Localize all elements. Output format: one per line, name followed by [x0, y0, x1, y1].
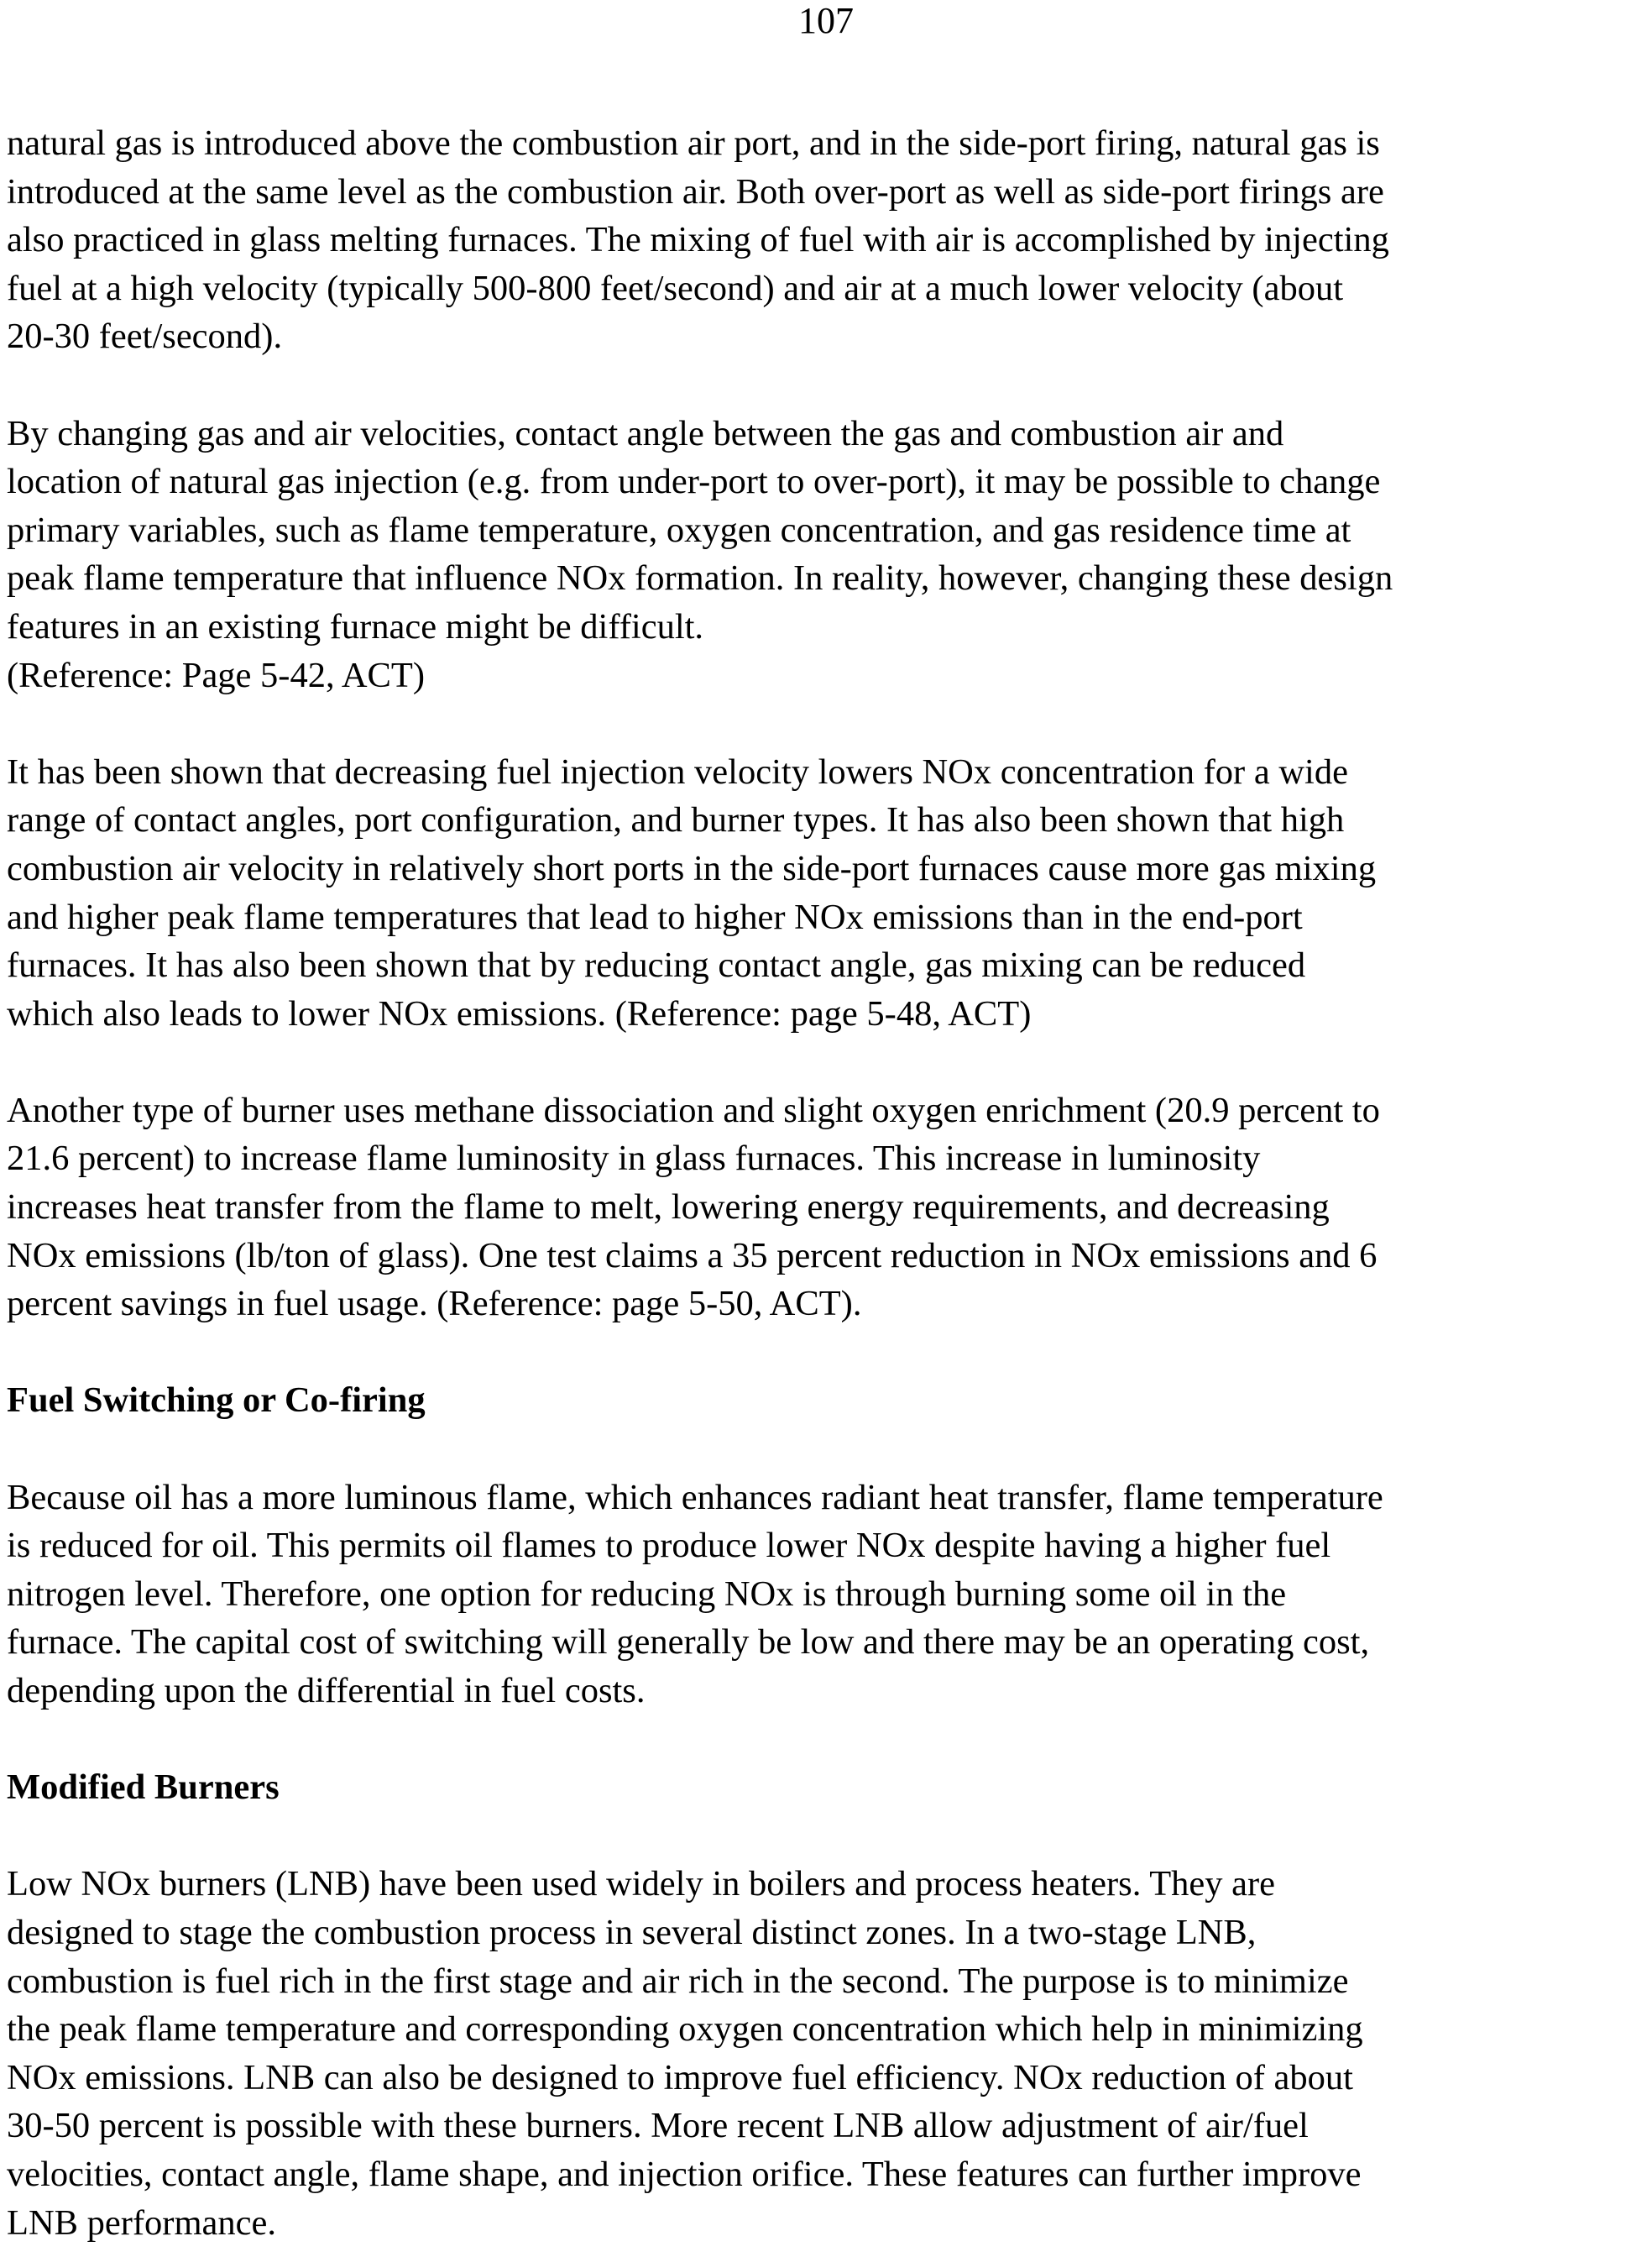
document-body: [7, 119, 1648, 2247]
paragraph-port-firing: natural gas is introduced above the combustion air port, and in the side-port firing, natural gas is introduced at the same level as the combustion air. Both over-port as well as side-port firings are also practiced in glass melting furnaces. The mixing of fuel with air is accomplished by injecting fuel at a high velocity (typically 500-800 feet/second) and air at a much lower velocity (about 20-30 feet/second).: [7, 123, 1389, 357]
paragraph-methane-dissociation: Another type of burner uses methane dissociation and slight oxygen enrichment (20.9 percent to 21.6 percent) to increase flame luminosity in glass furnaces. This increase in luminosity increases heat transfer from the flame to melt, lowering energy requirements, and decreasing NOx emissions (lb/ton of glass). One test claims a 35 percent reduction in NOx emissions and 6 percent savings in fuel usage. (Reference: page 5-50, ACT).: [7, 1090, 1380, 1324]
section-heading-modified-burners: Modified Burners: [7, 1767, 280, 1808]
page-number: 107: [798, 0, 854, 41]
paragraph-oil-flames: Because oil has a more luminous flame, which enhances radiant heat transfer, flame temperature is reduced for oil. This permits oil flames to produce lower NOx despite having a higher fuel nitrogen level. Therefore, one option for reducing NOx is through burning some oil in the furnace. The capital cost of switching will generally be low and there may be an operating cost, depending upon the differential in fuel costs.: [7, 1477, 1383, 1710]
section-heading-fuel-switching: Fuel Switching or Co-firing: [7, 1380, 426, 1421]
paragraph-gas-air-velocities: By changing gas and air velocities, contact angle between the gas and combustion air and location of natural gas injection (e.g. from under-port to over-port), it may be possible to change primary variables, such as flame temperature, oxygen concentration, and gas residence time at peak flame temperature that influence NOx formation. In reality, however, changing these design features in an existing furnace might be difficult. (Reference: Page 5-42, ACT): [7, 413, 1393, 695]
paragraph-low-nox-burners: Low NOx burners (LNB) have been used widely in boilers and process heaters. They are designed to stage the combustion process in several distinct zones. In a two-stage LNB, combustion is fuel rich in the first stage and air rich in the second. The purpose is to minimize the peak flame temperature and corresponding oxygen concentration which help in minimizing NOx emissions. LNB can also be designed to improve fuel efficiency. NOx reduction of about 30-50 percent is possible with these burners. More recent LNB allow adjustment of air/fuel velocities, contact angle, flame shape, and injection orifice. These features can further improve LNB performance.: [7, 1864, 1363, 2243]
paragraph-fuel-injection-velocity: It has been shown that decreasing fuel injection velocity lowers NOx concentration for a wide range of contact angles, port configuration, and burner types. It has also been shown that high combustion air velocity in relatively short ports in the side-port furnaces cause more gas mixing and higher peak flame temperatures that lead to higher NOx emissions than in the end-port furnaces. It has also been shown that by reducing contact angle, gas mixing can be reduced which also leads to lower NOx emissions. (Reference: page 5-48, ACT): [7, 751, 1377, 1034]
